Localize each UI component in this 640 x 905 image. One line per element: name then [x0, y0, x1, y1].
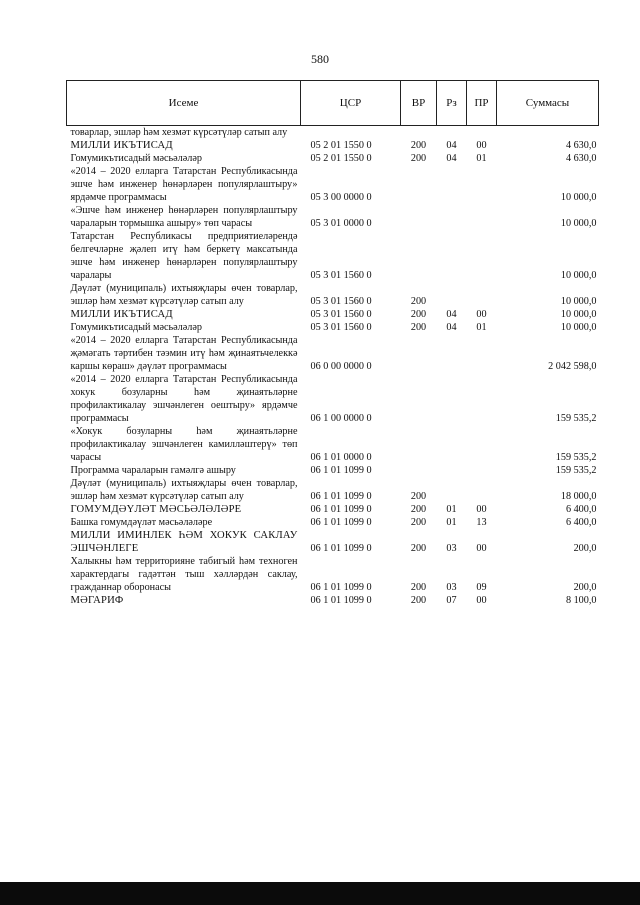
cell-sum: 200,0: [573, 543, 597, 554]
cell-rz: [437, 230, 467, 282]
cell-vr: 200: [410, 309, 427, 320]
cell-sum: 159 535,2: [555, 465, 597, 476]
cell-name: Халыкны һәм территорияне табигый һәм техноген характердагы гадәттән тыш хәлләрдән саклау, гражданнар оборонасы: [70, 556, 298, 593]
cell-pr: [467, 230, 497, 282]
cell-vr: 200: [410, 517, 427, 528]
cell-sum: 6 400,0: [565, 504, 597, 515]
cell-rz: [437, 373, 467, 425]
cell-sum: 10 000,0: [560, 322, 597, 333]
cell-rz: 01: [446, 504, 457, 515]
cell-sum: 10 000,0: [560, 192, 597, 203]
cell-vr: 200: [410, 595, 427, 606]
table-row: [67, 321, 599, 334]
cell-vr: [401, 165, 437, 204]
cell-pr: 01: [476, 153, 487, 164]
cell-vr: 200: [410, 296, 427, 307]
cell-csr: 06 1 01 1099 0: [310, 465, 372, 476]
cell-pr: 00: [476, 504, 487, 515]
cell-pr: [467, 126, 497, 140]
cell-pr: [467, 477, 497, 503]
cell-pr: 09: [476, 582, 487, 593]
cell-csr: 06 1 01 0000 0: [310, 452, 372, 463]
cell-rz: [437, 282, 467, 308]
cell-csr: [301, 126, 401, 140]
cell-vr: [401, 373, 437, 425]
cell-vr: 200: [410, 582, 427, 593]
table-row: [67, 139, 599, 152]
cell-sum: 8 100,0: [565, 595, 597, 606]
cell-rz: [437, 464, 467, 477]
cell-rz: [437, 126, 467, 140]
cell-name: товарлар, эшләр һәм хезмәт күрсәтүләр сатып алу: [70, 127, 288, 138]
cell-vr: [401, 126, 437, 140]
cell-csr: 06 1 01 1099 0: [310, 543, 372, 554]
cell-rz: 04: [446, 309, 457, 320]
cell-vr: 200: [410, 504, 427, 515]
cell-rz: [437, 204, 467, 230]
cell-rz: 04: [446, 140, 457, 151]
cell-sum: 159 535,2: [555, 452, 597, 463]
cell-name: Программа чараларын гамәлгә ашыру: [70, 465, 236, 476]
scan-edge-bar: [0, 882, 640, 905]
table-row: [67, 230, 599, 282]
cell-csr: 05 3 01 1560 0: [310, 322, 372, 333]
cell-vr: [401, 204, 437, 230]
cell-csr: 06 0 00 0000 0: [310, 361, 372, 372]
cell-pr: 00: [476, 140, 487, 151]
cell-vr: 200: [410, 153, 427, 164]
cell-name: «2014 – 2020 елларга Татарстан Республикасында җәмәгать тәртибен тәэмин итү һәм җинаятьчелеккә каршы көраш» дәүләт программасы: [70, 335, 298, 372]
cell-csr: 06 1 01 1099 0: [310, 517, 372, 528]
table-row: [67, 152, 599, 165]
header-pr: ПР: [467, 81, 497, 126]
cell-sum: 10 000,0: [560, 270, 597, 281]
table-row: [67, 503, 599, 516]
cell-rz: 01: [446, 517, 457, 528]
cell-rz: 04: [446, 153, 457, 164]
cell-vr: 200: [410, 491, 427, 502]
table-row: [67, 282, 599, 308]
cell-csr: 05 3 01 0000 0: [310, 218, 372, 229]
cell-pr: [467, 165, 497, 204]
cell-pr: [467, 464, 497, 477]
table-row: [67, 334, 599, 373]
cell-pr: [467, 204, 497, 230]
cell-sum: 10 000,0: [560, 218, 597, 229]
cell-name: Дәүләт (муниципаль) ихтыяҗлары өчен товарлар, эшләр һәм хезмәт күрсәтүләр сатып алу: [70, 283, 298, 307]
cell-vr: [401, 425, 437, 464]
cell-rz: 04: [446, 322, 457, 333]
header-rz: Рз: [437, 81, 467, 126]
cell-name: «2014 – 2020 елларга Татарстан Республикасында хокук бозуларны һәм җинаятьләрне профилактикалау эшчәнлеген оештыру» ярдәмче программасы: [70, 374, 298, 424]
cell-csr: 05 3 01 1560 0: [310, 309, 372, 320]
cell-rz: [437, 165, 467, 204]
cell-csr: 06 1 01 1099 0: [310, 504, 372, 515]
cell-vr: [401, 464, 437, 477]
cell-sum: 2 042 598,0: [548, 361, 597, 372]
cell-rz: 03: [446, 582, 457, 593]
cell-csr: 06 1 01 1099 0: [310, 582, 372, 593]
table-row: [67, 594, 599, 607]
table-row: [67, 555, 599, 594]
cell-sum: 6 400,0: [565, 517, 597, 528]
cell-pr: 00: [476, 543, 487, 554]
cell-rz: [437, 334, 467, 373]
cell-name: МИЛЛИ ИМИНЛЕК ҺӘМ ХОКУК САКЛАУ ЭШЧӘНЛЕГЕ: [70, 530, 298, 554]
cell-sum: 10 000,0: [560, 296, 597, 307]
cell-csr: 05 3 01 1560 0: [310, 270, 372, 281]
cell-name: «Хокук бозуларны һәм җинаятьләрне профилактикалау эшчәнлеген камилләштерү» төп чарасы: [70, 426, 298, 463]
header-vr: ВР: [401, 81, 437, 126]
table-row: [67, 373, 599, 425]
cell-sum: [497, 126, 599, 140]
cell-rz: [437, 477, 467, 503]
cell-pr: [467, 373, 497, 425]
cell-sum: 200,0: [573, 582, 597, 593]
table-header-row: [67, 81, 599, 126]
cell-rz: 07: [446, 595, 457, 606]
cell-name: Гомумикътисадый мәсьәләләр: [70, 153, 202, 164]
cell-name: МӘГАРИФ: [70, 595, 124, 606]
cell-csr: 05 2 01 1550 0: [310, 153, 372, 164]
cell-csr: 06 1 01 1099 0: [310, 595, 372, 606]
cell-vr: [401, 230, 437, 282]
cell-sum: 4 630,0: [565, 153, 597, 164]
cell-pr: 00: [476, 309, 487, 320]
cell-name: ГОМУМДӘҮЛӘТ МӘСЬӘЛӘЛӘРЕ: [70, 504, 242, 515]
cell-name: Дәүләт (муниципаль) ихтыяҗлары өчен товарлар, эшләр һәм хезмәт күрсәтүләр сатып алу: [70, 478, 298, 502]
table-row: [67, 165, 599, 204]
header-sum: Суммасы: [497, 81, 599, 126]
cell-pr: [467, 425, 497, 464]
table-row: [67, 477, 599, 503]
cell-csr: 05 3 01 1560 0: [310, 296, 372, 307]
cell-sum: 159 535,2: [555, 413, 597, 424]
table-row: [67, 126, 599, 140]
page-number: 580: [311, 52, 329, 66]
header-csr: ЦСР: [301, 81, 401, 126]
cell-name: «Эшче һәм инженер һөнәрләрен популярлаштыру чараларын тормышка ашыру» төп чарасы: [70, 205, 298, 229]
cell-name: МИЛЛИ ИКЪТИСАД: [70, 309, 173, 320]
cell-vr: [401, 334, 437, 373]
cell-pr: [467, 282, 497, 308]
cell-name: «2014 – 2020 елларга Татарстан Республикасында эшче һәм инженер һөнәрләрен популярлаштыру» ярдәмче программасы: [70, 166, 298, 203]
cell-vr: 200: [410, 322, 427, 333]
cell-name: Татарстан Республикасы предприятиеләрендә белгечләрне җәлеп итү һәм беркетү максатында эшче һәм инженер һөнәрләрен популярлаштыру чаралары: [70, 231, 298, 281]
cell-csr: 05 2 01 1550 0: [310, 140, 372, 151]
cell-rz: [437, 425, 467, 464]
cell-csr: 05 3 00 0000 0: [310, 192, 372, 203]
cell-name: Гомумикътисадый мәсьәләләр: [70, 322, 202, 333]
cell-rz: 03: [446, 543, 457, 554]
table-row: [67, 204, 599, 230]
cell-vr: 200: [410, 140, 427, 151]
table-row: [67, 425, 599, 464]
cell-csr: 06 1 01 1099 0: [310, 491, 372, 502]
table-row: [67, 308, 599, 321]
cell-sum: 4 630,0: [565, 140, 597, 151]
cell-sum: 18 000,0: [560, 491, 597, 502]
cell-sum: 10 000,0: [560, 309, 597, 320]
cell-pr: 13: [476, 517, 487, 528]
header-name: Исеме: [67, 81, 301, 126]
cell-pr: [467, 334, 497, 373]
budget-table: [66, 80, 599, 607]
cell-name: Башка гомумдәүләт мәсьәләләре: [70, 517, 213, 528]
cell-vr: 200: [410, 543, 427, 554]
cell-csr: 06 1 00 0000 0: [310, 413, 372, 424]
cell-pr: 00: [476, 595, 487, 606]
table-body: [67, 126, 599, 608]
table-row: [67, 464, 599, 477]
table-row: [67, 516, 599, 529]
cell-pr: 01: [476, 322, 487, 333]
table-row: [67, 529, 599, 555]
cell-name: МИЛЛИ ИКЪТИСАД: [70, 140, 173, 151]
